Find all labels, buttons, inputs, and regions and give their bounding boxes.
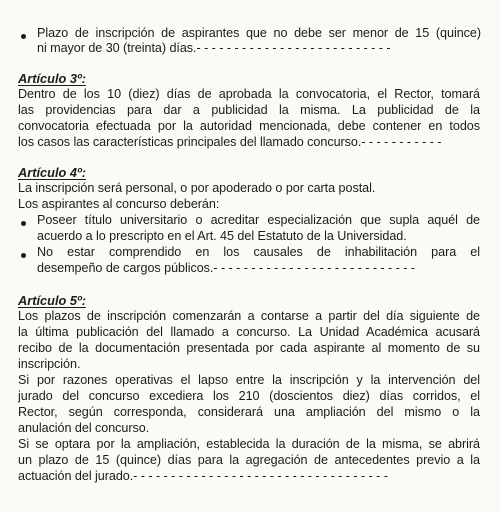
text-line: Poseer título universitario o acreditar especialización que supla aquél de [37, 213, 480, 227]
article-heading: Artículo 5º: [18, 293, 86, 308]
text-line: Plazo de inscripción de aspirantes que no debe ser menor de 15 (quince) [37, 26, 481, 40]
text-line: convocatoria efectuada por la autoridad mencionada, debe contener en todos [18, 119, 480, 133]
text-line: Los aspirantes al concurso deberán: [18, 197, 220, 211]
text-line: acuerdo a lo prescripto en el Art. 45 del Estatuto de la Universidad. [37, 229, 407, 243]
text-line: las providencias para dar a publicidad la misma. La publicidad de la [18, 103, 480, 117]
article-heading: Artículo 4º: [18, 165, 86, 180]
bullet-icon [21, 253, 26, 258]
text-line: La inscripción será personal, o por apoderado o por carta postal. [18, 181, 376, 195]
text-line: recibo de la documentación presentada por cada aspirante al momento de su [18, 341, 480, 355]
text-line: Dentro de los 10 (diez) días de aprobada la convocatoria, el Rector, tomará [18, 87, 480, 101]
text-line: ni mayor de 30 (treinta) días.- - - - - - - - - - - - - - - - - - - - - - - - - - [37, 41, 391, 55]
text-line: la última publicación del llamado a concurso. La Unidad Académica acusará [18, 325, 480, 339]
bullet-icon [21, 221, 26, 226]
text-line: los casos las características principales del llamado concurso.- - - - - - - - - - - [18, 135, 442, 149]
text-line: No estar comprendido en los causales de inhabilitación para el [37, 245, 480, 259]
text-line: un plazo de 15 (quince) días para la agregación de antecedentes previo a la [18, 453, 480, 467]
text-line: Si por razones operativas el lapso entre la inscripción y la intervención del [18, 373, 480, 387]
bullet-icon [21, 34, 26, 39]
text-line: jurado del concurso excediera los 210 (doscientos diez) días corridos, el [18, 389, 480, 403]
text-line: Los plazos de inscripción comenzarán a contarse a partir del día siguiente de [18, 309, 480, 323]
text-line: desempeño de cargos públicos.- - - - - - - - - - - - - - - - - - - - - - - - - - - [37, 261, 415, 275]
article-heading: Artículo 3º: [18, 71, 86, 86]
text-line: inscripción. [18, 357, 81, 371]
text-line: Rector, según corresponda, considerará una ampliación del mismo o la [18, 405, 480, 419]
text-line: actuación del jurado.- - - - - - - - - - - - - - - - - - - - - - - - - - - - - - - - - - [18, 469, 388, 483]
text-line: anulación del concurso. [18, 421, 150, 435]
text-line: Si se optara por la ampliación, establecida la duración de la misma, se abrirá [18, 437, 480, 451]
